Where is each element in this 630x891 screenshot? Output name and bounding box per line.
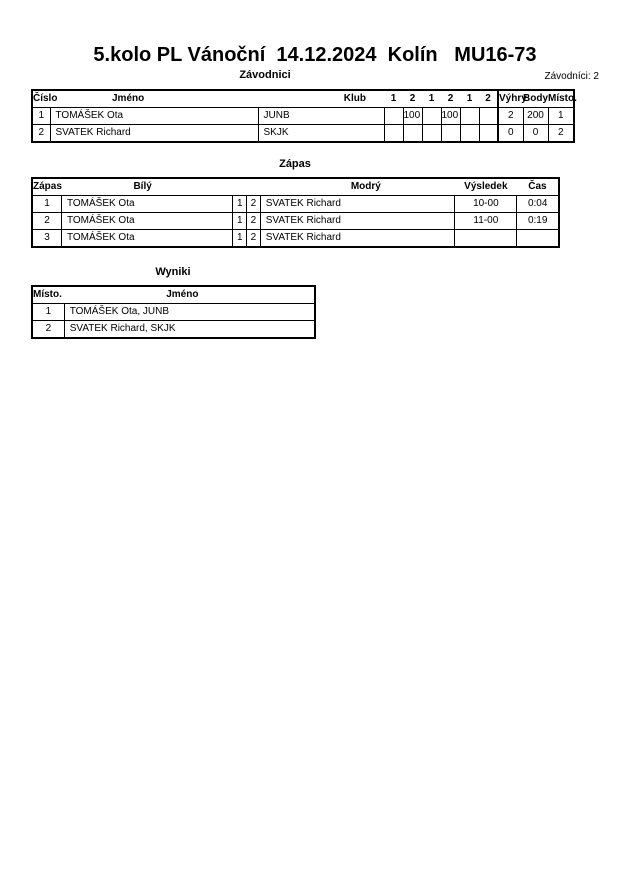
round-score: [422, 125, 441, 143]
competitor-club: JUNB: [258, 108, 384, 125]
round-score: [479, 125, 498, 143]
round-score: [384, 108, 403, 125]
match-white: TOMÁŠEK Ota: [61, 196, 232, 213]
match-result: [455, 230, 517, 248]
col-blue: Modrý: [260, 178, 455, 196]
competitors-table: [31, 89, 575, 143]
col-time: Čas: [517, 178, 559, 196]
col-result: Výsledek: [455, 178, 517, 196]
results-header-row: [32, 286, 315, 304]
competitor-place: 2: [548, 125, 574, 143]
col-match: Zápas: [32, 178, 61, 196]
col-place: Místo.: [548, 90, 574, 108]
col-round-4: 2: [441, 90, 460, 108]
competitor-number: 2: [32, 125, 50, 143]
result-name: SVATEK Richard, SKJK: [64, 321, 315, 339]
match-number: 1: [32, 196, 61, 213]
table-row: [32, 213, 559, 230]
table-row: [32, 108, 574, 125]
match-blue-index: 2: [247, 230, 261, 248]
round-score: 100: [403, 108, 422, 125]
match-white: TOMÁŠEK Ota: [61, 213, 232, 230]
round-score: [384, 125, 403, 143]
match-result: 10-00: [455, 196, 517, 213]
col-name: Jméno: [50, 90, 258, 108]
col-number: Číslo: [32, 90, 50, 108]
competitors-header-row: [32, 90, 574, 108]
match-blue: SVATEK Richard: [260, 213, 455, 230]
round-score: [460, 108, 479, 125]
competitor-name: TOMÁŠEK Ota: [50, 108, 258, 125]
result-name: TOMÁŠEK Ota, JUNB: [64, 304, 315, 321]
match-blue-index: 2: [247, 196, 261, 213]
match-result: 11-00: [455, 213, 517, 230]
col-round-1: 1: [384, 90, 403, 108]
col-results-place: Místo.: [32, 286, 64, 304]
match-time: 0:04: [517, 196, 559, 213]
round-score: 100: [441, 108, 460, 125]
competitor-club: SKJK: [258, 125, 384, 143]
round-score: [422, 108, 441, 125]
round-score: [403, 125, 422, 143]
table-row: [32, 196, 559, 213]
col-points: Body: [523, 90, 548, 108]
col-club: Klub: [258, 90, 384, 108]
round-score: [479, 108, 498, 125]
table-row: [32, 304, 315, 321]
matches-table: [31, 177, 560, 248]
table-row: [32, 125, 574, 143]
col-round-5: 1: [460, 90, 479, 108]
match-white-index: 1: [233, 230, 247, 248]
col-results-name: Jméno: [64, 286, 315, 304]
table-row: [32, 321, 315, 339]
col-spacer: [233, 178, 247, 196]
match-number: 3: [32, 230, 61, 248]
match-time: 0:19: [517, 213, 559, 230]
match-number: 2: [32, 213, 61, 230]
result-place: 1: [32, 304, 64, 321]
competitors-section-title: Závodnici: [239, 69, 291, 81]
col-round-2: 2: [403, 90, 422, 108]
match-white-index: 1: [233, 196, 247, 213]
match-blue: SVATEK Richard: [260, 230, 455, 248]
matches-section-title: Zápas: [279, 158, 311, 170]
results-table: [31, 285, 316, 339]
match-white-index: 1: [233, 213, 247, 230]
competitor-name: SVATEK Richard: [50, 125, 258, 143]
round-score: [460, 125, 479, 143]
competitor-wins: 0: [498, 125, 523, 143]
match-blue: SVATEK Richard: [260, 196, 455, 213]
col-wins: Výhry: [498, 90, 523, 108]
competitor-place: 1: [548, 108, 574, 125]
competitor-count: Závodníci: 2: [544, 71, 599, 82]
col-spacer: [247, 178, 261, 196]
table-row: [32, 230, 559, 248]
match-blue-index: 2: [247, 213, 261, 230]
match-white: TOMÁŠEK Ota: [61, 230, 232, 248]
competitor-wins: 2: [498, 108, 523, 125]
results-section-title: Wyniki: [155, 266, 191, 278]
competitor-points: 200: [523, 108, 548, 125]
competitor-number: 1: [32, 108, 50, 125]
competitor-points: 0: [523, 125, 548, 143]
matches-header-row: [32, 178, 559, 196]
round-score: [441, 125, 460, 143]
page-title: 5.kolo PL Vánoční 14.12.2024 Kolín MU16-73: [93, 44, 537, 66]
match-time: [517, 230, 559, 248]
col-round-3: 1: [422, 90, 441, 108]
result-place: 2: [32, 321, 64, 339]
col-round-6: 2: [479, 90, 498, 108]
col-white: Bílý: [61, 178, 232, 196]
